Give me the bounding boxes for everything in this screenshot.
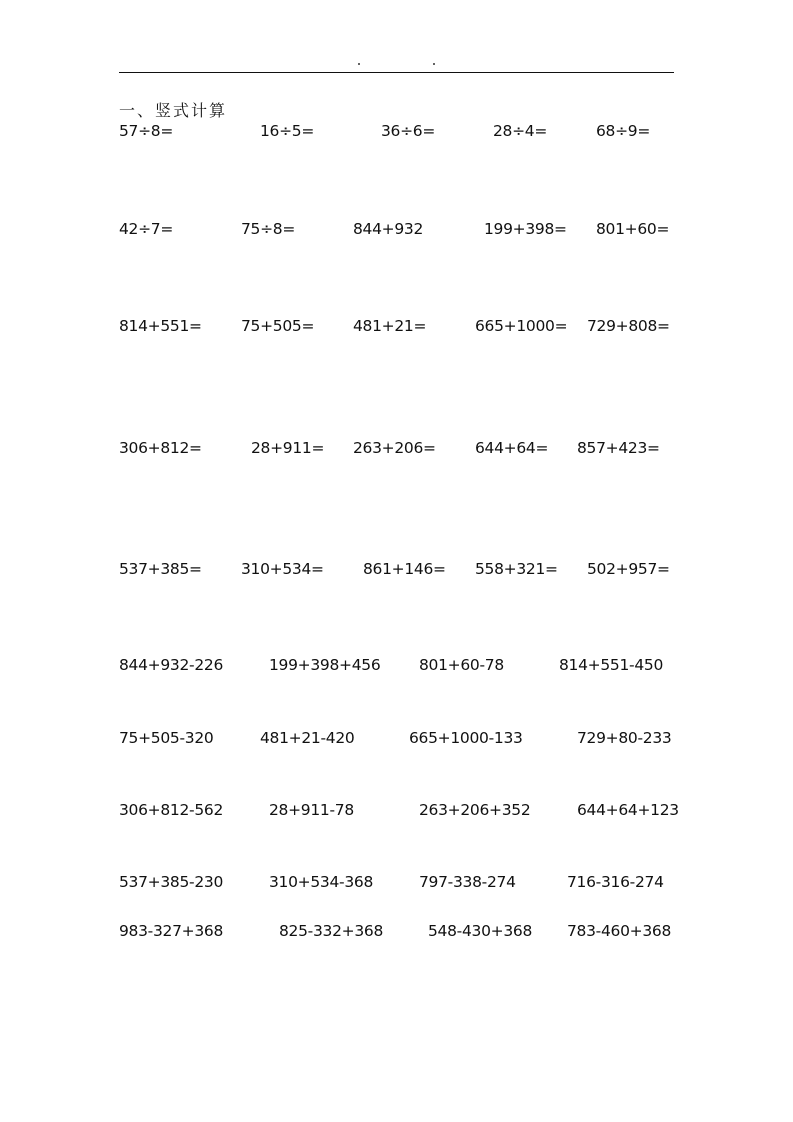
math-problem: 729+808= — [587, 317, 670, 335]
math-problem: 801+60-78 — [419, 656, 504, 674]
math-problem: 306+812-562 — [119, 801, 224, 819]
math-problem: 665+1000-133 — [409, 729, 523, 747]
math-problem: 716-316-274 — [567, 873, 664, 891]
math-problem: 57÷8= — [119, 122, 174, 140]
header-dot — [433, 63, 435, 65]
math-problem: 797-338-274 — [419, 873, 516, 891]
math-problem: 729+80-233 — [577, 729, 672, 747]
math-problem: 75+505= — [241, 317, 315, 335]
math-problem: 75+505-320 — [119, 729, 214, 747]
math-problem: 199+398+456 — [269, 656, 381, 674]
math-problem: 783-460+368 — [567, 922, 672, 940]
math-problem: 814+551-450 — [559, 656, 664, 674]
math-problem: 481+21-420 — [260, 729, 355, 747]
math-problem: 537+385= — [119, 560, 202, 578]
math-problem: 28÷4= — [493, 122, 548, 140]
math-problem: 814+551= — [119, 317, 202, 335]
math-problem: 983-327+368 — [119, 922, 224, 940]
math-problem: 861+146= — [363, 560, 446, 578]
math-problem: 310+534-368 — [269, 873, 374, 891]
math-problem: 481+21= — [353, 317, 427, 335]
math-problem: 36÷6= — [381, 122, 436, 140]
math-problem: 199+398= — [484, 220, 567, 238]
math-problem: 28+911= — [251, 439, 325, 457]
math-problem: 548-430+368 — [428, 922, 533, 940]
math-problem: 28+911-78 — [269, 801, 354, 819]
math-problem: 263+206= — [353, 439, 436, 457]
math-problem: 263+206+352 — [419, 801, 531, 819]
section-title: 一、竖式计算 — [119, 101, 228, 120]
math-problem: 558+321= — [475, 560, 558, 578]
math-problem: 825-332+368 — [279, 922, 384, 940]
math-problem: 537+385-230 — [119, 873, 224, 891]
header-dot — [358, 63, 360, 65]
math-problem: 16÷5= — [260, 122, 315, 140]
math-problem: 42÷7= — [119, 220, 174, 238]
math-problem: 857+423= — [577, 439, 660, 457]
math-problem: 306+812= — [119, 439, 202, 457]
math-problem: 310+534= — [241, 560, 324, 578]
header-rule — [119, 72, 674, 73]
math-problem: 75÷8= — [241, 220, 296, 238]
math-problem: 665+1000= — [475, 317, 568, 335]
math-problem: 644+64= — [475, 439, 549, 457]
math-problem: 844+932 — [353, 220, 424, 238]
math-problem: 502+957= — [587, 560, 670, 578]
math-problem: 68÷9= — [596, 122, 651, 140]
math-problem: 801+60= — [596, 220, 670, 238]
math-problem: 644+64+123 — [577, 801, 679, 819]
math-problem: 844+932-226 — [119, 656, 224, 674]
